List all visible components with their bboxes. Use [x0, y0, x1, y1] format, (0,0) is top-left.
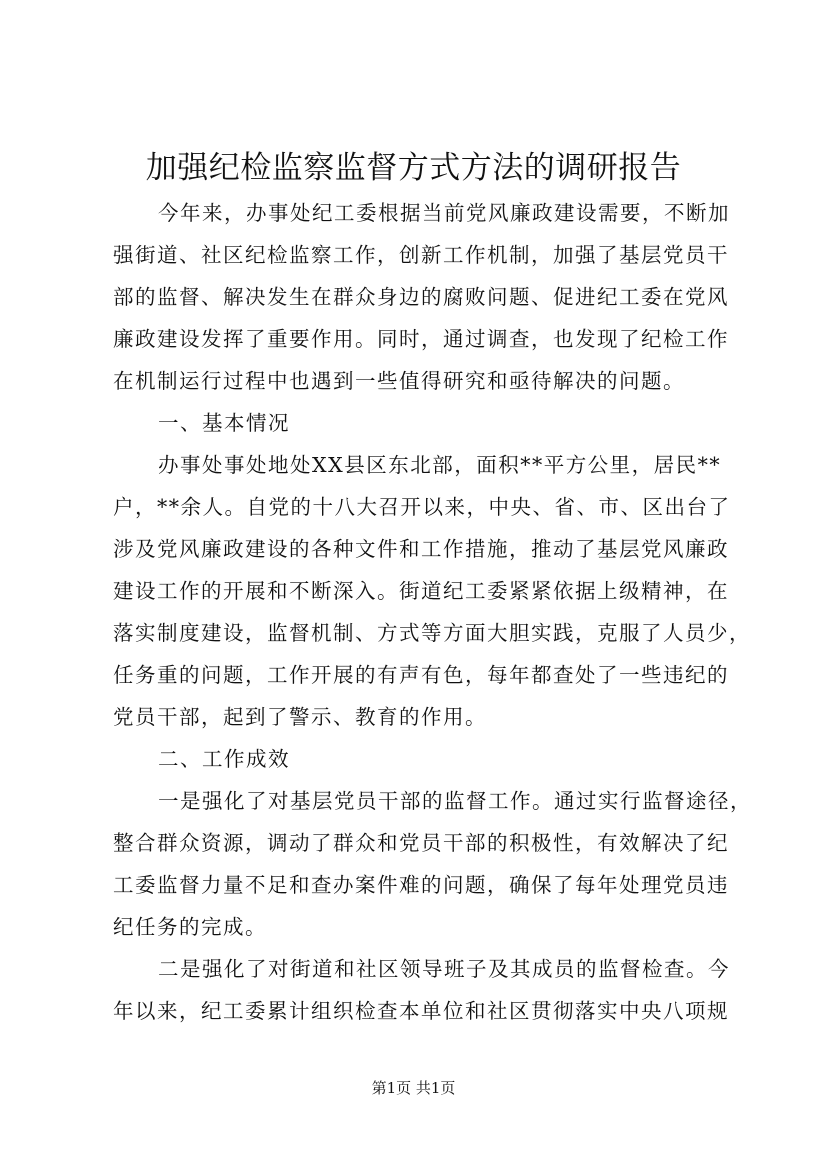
page-number-footer: 第1页 共1页 — [371, 1079, 456, 1097]
section-heading-basic-situation: 一、基本情况 — [158, 411, 290, 435]
paragraph-line: 纪任务的完成。 — [113, 915, 267, 939]
paragraph-line: 整合群众资源，调动了群众和党员干部的积极性，有效解决了纪 — [113, 831, 729, 855]
paragraph-line: 强街道、社区纪检监察工作，创新工作机制，加强了基层党员干 — [113, 243, 729, 267]
paragraph-line: 任务重的问题，工作开展的有声有色，每年都查处了一些违纪的 — [113, 663, 729, 687]
paragraph-line: 在机制运行过程中也遇到一些值得研究和亟待解决的问题。 — [113, 369, 685, 393]
paragraph-line: 党员干部，起到了警示、教育的作用。 — [113, 705, 487, 729]
paragraph-line: 今年来，办事处纪工委根据当前党风廉政建设需要，不断加 — [158, 201, 730, 225]
paragraph-line: 建设工作的开展和不断深入。街道纪工委紧紧依据上级精神，在 — [113, 579, 729, 603]
section-heading-work-results: 二、工作成效 — [158, 747, 290, 771]
document-body — [113, 192, 752, 1032]
paragraph-line: 工委监督力量不足和查办案件难的问题，确保了每年处理党员违 — [113, 873, 729, 897]
document-title: 加强纪检监察监督方式方法的调研报告 — [145, 150, 682, 186]
paragraph-line: 年以来，纪工委累计组织检查本单位和社区贯彻落实中央八项规 — [113, 999, 729, 1023]
paragraph-line: 部的监督、解决发生在群众身边的腐败问题、促进纪工委在党风 — [113, 285, 729, 309]
paragraph-line: 廉政建设发挥了重要作用。同时，通过调查，也发现了纪检工作 — [113, 327, 729, 351]
paragraph-line: 涉及党风廉政建设的各种文件和工作措施，推动了基层党风廉政 — [113, 537, 729, 561]
paragraph-line: 办事处事处地处XX县区东北部，面积**平方公里，居民** — [158, 453, 722, 477]
paragraph-line: 落实制度建设，监督机制、方式等方面大胆实践，克服了人员少， — [113, 621, 751, 645]
paragraph-line: 户，**余人。自党的十八大召开以来，中央、省、市、区出台了 — [113, 495, 731, 519]
paragraph-line: 一是强化了对基层党员干部的监督工作。通过实行监督途径， — [158, 789, 752, 813]
paragraph-line: 二是强化了对街道和社区领导班子及其成员的监督检查。今 — [158, 957, 730, 981]
